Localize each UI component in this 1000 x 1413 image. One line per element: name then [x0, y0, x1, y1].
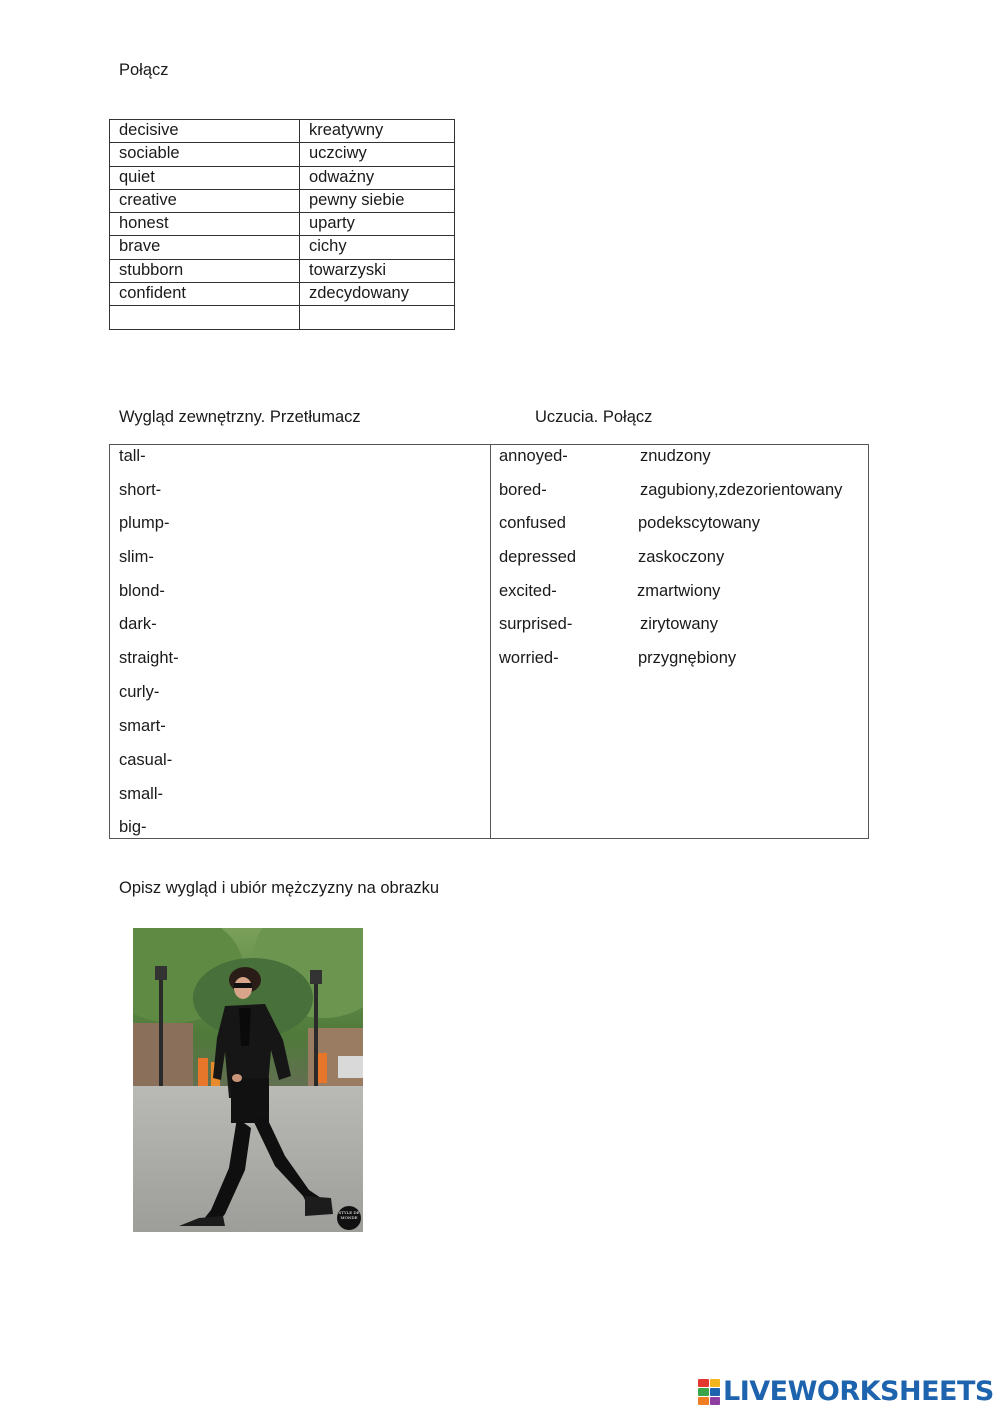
feeling-word-pl: zmartwiony	[637, 582, 721, 600]
vocabulary-table	[109, 444, 869, 839]
feeling-word-en: excited-	[499, 582, 557, 600]
table-row	[110, 143, 455, 166]
appearance-word: small-	[119, 785, 163, 803]
table-row	[110, 120, 455, 143]
english-word: creative	[110, 189, 300, 212]
polish-word: uczciwy	[300, 143, 455, 166]
feeling-word-pl: zirytowany	[640, 615, 718, 633]
polish-word: zdecydowany	[300, 283, 455, 306]
feeling-word-en: depressed	[499, 548, 577, 566]
feeling-word-en: bored-	[499, 481, 547, 499]
polish-word: cichy	[300, 236, 455, 259]
table-row	[110, 306, 455, 329]
appearance-word: curly-	[119, 683, 160, 701]
feeling-word-en: worried-	[499, 649, 559, 667]
feeling-word-pl: zaskoczony	[638, 548, 725, 566]
liveworksheets-logo[interactable]	[698, 1378, 994, 1406]
column-divider	[490, 445, 491, 838]
english-word: honest	[110, 213, 300, 236]
section1-heading: Połącz	[119, 61, 169, 79]
feeling-word-en: surprised-	[499, 615, 573, 633]
appearance-word: short-	[119, 481, 162, 499]
table-row	[110, 213, 455, 236]
description-prompt: Opisz wygląd i ubiór mężczyzny na obrazku	[119, 879, 440, 897]
polish-word: uparty	[300, 213, 455, 236]
english-word: decisive	[110, 120, 300, 143]
feeling-word-en: annoyed-	[499, 447, 568, 465]
table-row	[110, 259, 455, 282]
feeling-word-en: confused	[499, 514, 566, 532]
polish-word: odważny	[300, 166, 455, 189]
table-row	[110, 166, 455, 189]
logo-text: LIVEWORKSHEETS	[723, 1376, 994, 1407]
polish-word: kreatywny	[300, 120, 455, 143]
english-word: sociable	[110, 143, 300, 166]
table-row	[110, 236, 455, 259]
man-photo	[133, 928, 363, 1232]
english-word	[110, 306, 300, 329]
english-word: brave	[110, 236, 300, 259]
appearance-word: smart-	[119, 717, 166, 735]
appearance-word: slim-	[119, 548, 154, 566]
feeling-word-pl: przygnębiony	[638, 649, 737, 667]
photo-watermark: STYLE DE MONDE	[338, 1210, 360, 1220]
feeling-word-pl: zagubiony,zdezorientowany	[640, 481, 843, 499]
polish-word: towarzyski	[300, 259, 455, 282]
english-word: confident	[110, 283, 300, 306]
appearance-word: straight-	[119, 649, 179, 667]
appearance-word: plump-	[119, 514, 170, 532]
feelings-heading: Uczucia. Połącz	[535, 408, 653, 426]
appearance-word: dark-	[119, 615, 157, 633]
table-row	[110, 283, 455, 306]
matching-table	[109, 119, 455, 330]
appearance-word: big-	[119, 818, 147, 836]
appearance-word: casual-	[119, 751, 173, 769]
table-row	[110, 189, 455, 212]
english-word: quiet	[110, 166, 300, 189]
feeling-word-pl: znudzony	[640, 447, 711, 465]
polish-word	[300, 306, 455, 329]
feeling-word-pl: podekscytowany	[638, 514, 760, 532]
appearance-word: tall-	[119, 447, 146, 465]
logo-icon	[698, 1379, 720, 1405]
appearance-heading: Wygląd zewnętrzny. Przetłumacz	[119, 408, 361, 426]
appearance-word: blond-	[119, 582, 165, 600]
polish-word: pewny siebie	[300, 189, 455, 212]
english-word: stubborn	[110, 259, 300, 282]
